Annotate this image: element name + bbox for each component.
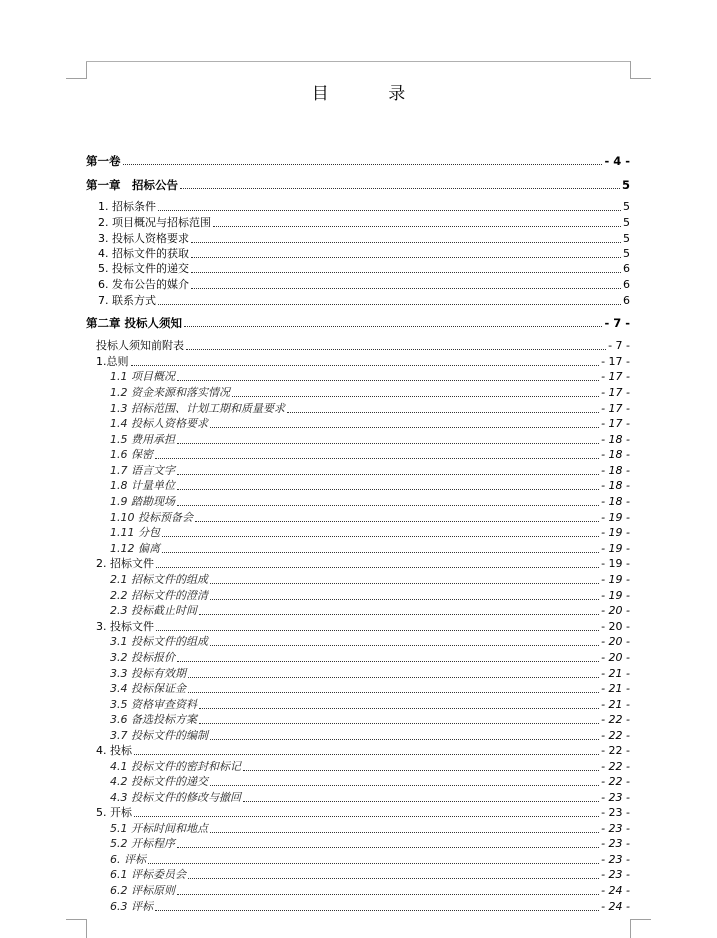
toc-entry[interactable] xyxy=(110,665,630,681)
toc-entry[interactable] xyxy=(86,152,630,168)
toc-entry[interactable] xyxy=(110,493,630,509)
toc-page-number: 5 xyxy=(623,247,630,260)
toc-page-number: - 17 - xyxy=(601,370,630,383)
toc-entry[interactable] xyxy=(110,477,630,493)
toc-dot-leader xyxy=(177,894,599,895)
toc-entry[interactable] xyxy=(110,649,630,665)
toc-entry[interactable] xyxy=(110,384,630,400)
toc-entry[interactable] xyxy=(110,400,630,416)
toc-page-number: - 7 - xyxy=(608,339,630,352)
toc-entry-title: 3.2 投标报价 xyxy=(110,651,175,664)
toc-dot-leader xyxy=(131,365,600,366)
toc-dot-leader xyxy=(210,599,599,600)
toc-entry-title: 3.1 投标文件的组成 xyxy=(110,635,208,648)
toc-entry-title: 5.2 开标程序 xyxy=(110,837,175,850)
toc-entry-title: 4. 投标 xyxy=(96,744,132,757)
toc-entry-title: 1.总则 xyxy=(96,355,129,368)
toc-dot-leader xyxy=(191,288,621,289)
toc-page-number: - 20 - xyxy=(601,604,630,617)
toc-page-number: - 22 - xyxy=(601,744,630,757)
toc-dot-leader xyxy=(156,630,599,631)
toc-dot-leader xyxy=(243,801,599,802)
toc-page-number: - 19 - xyxy=(601,589,630,602)
toc-page-number: - 22 - xyxy=(601,760,630,773)
toc-entry-title: 2.3 投标截止时间 xyxy=(110,604,197,617)
toc-page-number: - 23 - xyxy=(601,791,630,804)
toc-entry-title: 投标人须知前附表 xyxy=(96,339,184,352)
toc-page-number: - 18 - xyxy=(601,464,630,477)
toc-entry-title: 5. 投标文件的递交 xyxy=(98,262,189,275)
toc-entry[interactable] xyxy=(96,804,630,820)
toc-entry-title: 1.5 费用承担 xyxy=(110,433,175,446)
toc-entry[interactable] xyxy=(110,758,630,774)
toc-page-number: - 23 - xyxy=(601,837,630,850)
toc-dot-leader xyxy=(177,380,599,381)
toc-dot-leader xyxy=(177,489,599,490)
toc-entry[interactable] xyxy=(98,230,630,246)
toc-dot-leader xyxy=(155,910,599,911)
toc-dot-leader xyxy=(162,536,599,537)
toc-entry-title: 4.1 投标文件的密封和标记 xyxy=(110,760,241,773)
toc-entry-title: 3.6 备选投标方案 xyxy=(110,713,197,726)
toc-page-number: - 17 - xyxy=(601,386,630,399)
toc-entry-title: 1.8 计量单位 xyxy=(110,479,175,492)
toc-page-number: 5 xyxy=(621,178,630,192)
toc-dot-leader xyxy=(195,521,599,522)
toc-entry[interactable] xyxy=(98,292,630,308)
page-title: 目 录 xyxy=(311,84,433,104)
toc-page-number: - 21 - xyxy=(601,667,630,680)
toc-entry[interactable] xyxy=(98,214,630,230)
toc-entry-title: 1.6 保密 xyxy=(110,448,153,461)
toc-entry[interactable] xyxy=(110,571,630,587)
toc-entry-title: 3.3 投标有效期 xyxy=(110,667,186,680)
toc-dot-leader xyxy=(186,349,606,350)
toc-entry-title: 6.1 评标委员会 xyxy=(110,868,186,881)
toc-dot-leader xyxy=(199,708,599,709)
toc-page-number: 5 xyxy=(623,232,630,245)
toc-entry-title: 6.2 评标原则 xyxy=(110,884,175,897)
toc-page-number: 5 xyxy=(623,216,630,229)
toc-dot-leader xyxy=(210,739,599,740)
toc-entry-title: 第一卷 xyxy=(86,154,121,168)
toc-entry[interactable] xyxy=(110,835,630,851)
toc-entry[interactable] xyxy=(110,820,630,836)
toc-dot-leader xyxy=(177,474,599,475)
toc-entry[interactable] xyxy=(86,314,630,330)
toc-entry[interactable] xyxy=(110,446,630,462)
toc-entry[interactable] xyxy=(110,524,630,540)
toc-entry-title: 3. 投标人资格要求 xyxy=(98,232,189,245)
toc-dot-leader xyxy=(156,567,599,568)
toc-entry-title: 4. 招标文件的获取 xyxy=(98,247,189,260)
toc-entry[interactable] xyxy=(110,602,630,618)
toc-dot-leader xyxy=(243,770,599,771)
toc-entry[interactable] xyxy=(98,198,630,214)
toc-entry-title: 3.7 投标文件的编制 xyxy=(110,729,208,742)
toc-dot-leader xyxy=(162,552,599,553)
toc-entry-title: 2.2 招标文件的澄清 xyxy=(110,589,208,602)
toc-entry-title: 2. 招标文件 xyxy=(96,557,154,570)
toc-entry[interactable] xyxy=(96,618,630,634)
toc-dot-leader xyxy=(210,645,599,646)
toc-dot-leader xyxy=(191,242,621,243)
toc-dot-leader xyxy=(184,326,602,327)
toc-entry-title: 1.1 项目概况 xyxy=(110,370,175,383)
toc-page-number: - 23 - xyxy=(601,853,630,866)
toc-page-number: - 23 - xyxy=(601,806,630,819)
toc-dot-leader xyxy=(148,863,599,864)
toc-entry[interactable] xyxy=(110,898,630,914)
toc-entry[interactable] xyxy=(96,337,630,353)
toc-entry-title: 1.10 投标预备会 xyxy=(110,511,193,524)
toc-page-number: - 24 - xyxy=(601,900,630,913)
toc-entry[interactable] xyxy=(110,368,630,384)
toc-entry-title: 7. 联系方式 xyxy=(98,294,156,307)
toc-page-number: - 17 - xyxy=(601,402,630,415)
toc-dot-leader xyxy=(199,723,599,724)
toc-entry[interactable] xyxy=(110,680,630,696)
toc-dot-leader xyxy=(213,226,621,227)
toc-dot-leader xyxy=(188,878,599,879)
toc-dot-leader xyxy=(180,188,620,189)
toc-page-number: - 19 - xyxy=(601,542,630,555)
toc-entry-title: 4.2 投标文件的递交 xyxy=(110,775,208,788)
toc-page-number: - 19 - xyxy=(601,573,630,586)
toc-dot-leader xyxy=(188,692,599,693)
toc-page-number: 6 xyxy=(623,262,630,275)
toc-page-number: 6 xyxy=(623,278,630,291)
toc-dot-leader xyxy=(188,677,599,678)
toc-entry[interactable] xyxy=(98,276,630,292)
toc-page-number: - 19 - xyxy=(601,511,630,524)
toc-page-number: - 19 - xyxy=(601,557,630,570)
toc-dot-leader xyxy=(158,304,621,305)
toc-entry[interactable] xyxy=(110,789,630,805)
toc-dot-leader xyxy=(177,661,599,662)
toc-entry[interactable] xyxy=(96,742,630,758)
toc-entry[interactable] xyxy=(110,866,630,882)
toc-dot-leader xyxy=(210,832,599,833)
toc-dot-leader xyxy=(210,427,599,428)
toc-entry-title: 第二章 投标人须知 xyxy=(86,316,183,330)
toc-entry-title: 1.7 语言文字 xyxy=(110,464,175,477)
toc-entry-title: 5.1 开标时间和地点 xyxy=(110,822,208,835)
toc-entry-title: 5. 开标 xyxy=(96,806,132,819)
toc-entry-title: 4.3 投标文件的修改与撤回 xyxy=(110,791,241,804)
toc-entry-title: 3.5 资格审查资料 xyxy=(110,698,197,711)
toc-dot-leader xyxy=(210,583,599,584)
toc-page-number: - 22 - xyxy=(601,775,630,788)
toc-entry[interactable] xyxy=(110,431,630,447)
toc-dot-leader xyxy=(155,458,599,459)
toc-entry-title: 6.3 评标 xyxy=(110,900,153,913)
toc-page-number: - 21 - xyxy=(601,698,630,711)
toc-dot-leader xyxy=(232,396,599,397)
toc-entry[interactable] xyxy=(110,711,630,727)
toc-entry-title: 1.2 资金来源和落实情况 xyxy=(110,386,230,399)
toc-page-number: - 22 - xyxy=(601,713,630,726)
toc-entry[interactable] xyxy=(96,555,630,571)
toc-dot-leader xyxy=(199,614,599,615)
toc-page-number: - 20 - xyxy=(601,620,630,633)
toc-entry-title: 6. 评标 xyxy=(110,853,146,866)
toc-entry[interactable] xyxy=(110,415,630,431)
toc-entry-title: 1.9 踏勘现场 xyxy=(110,495,175,508)
toc-page-number: - 23 - xyxy=(601,822,630,835)
toc-entry-title: 1.4 投标人资格要求 xyxy=(110,417,208,430)
toc-entry[interactable] xyxy=(110,696,630,712)
toc-page-number: - 20 - xyxy=(601,651,630,664)
toc-entry-title: 2. 项目概况与招标范围 xyxy=(98,216,211,229)
toc-page-number: - 4 - xyxy=(604,154,630,168)
toc-page-number: - 20 - xyxy=(601,635,630,648)
toc-entry[interactable] xyxy=(110,462,630,478)
toc-entry[interactable] xyxy=(110,727,630,743)
toc-entry-title: 6. 发布公告的媒介 xyxy=(98,278,189,291)
toc-dot-leader xyxy=(177,443,599,444)
toc-page-number: - 21 - xyxy=(601,682,630,695)
toc-dot-leader xyxy=(191,272,621,273)
toc-page-number: - 17 - xyxy=(601,417,630,430)
toc-entry-title: 1.12 偏离 xyxy=(110,542,160,555)
toc-entry[interactable] xyxy=(96,353,630,369)
toc-dot-leader xyxy=(134,816,599,817)
toc-entry[interactable] xyxy=(110,882,630,898)
toc-page-number: - 23 - xyxy=(601,868,630,881)
toc-entry-title: 1. 招标条件 xyxy=(98,200,156,213)
toc-page-number: - 18 - xyxy=(601,495,630,508)
toc-dot-leader xyxy=(191,257,621,258)
toc-entry-title: 第一章 招标公告 xyxy=(86,178,178,192)
toc-entry[interactable] xyxy=(110,851,630,867)
toc-page-number: - 18 - xyxy=(601,433,630,446)
toc-page-number: - 17 - xyxy=(601,355,630,368)
toc-dot-leader xyxy=(287,412,599,413)
toc-entry-title: 1.3 招标范围、计划工期和质量要求 xyxy=(110,402,285,415)
toc-page-number: 6 xyxy=(623,294,630,307)
toc-entry[interactable] xyxy=(110,587,630,603)
toc-entry[interactable] xyxy=(110,509,630,525)
toc-entry[interactable] xyxy=(110,773,630,789)
toc-page-number: - 22 - xyxy=(601,729,630,742)
toc-page-number: - 18 - xyxy=(601,448,630,461)
toc-dot-leader xyxy=(177,505,599,506)
toc-page-number: - 24 - xyxy=(601,884,630,897)
toc-entry-title: 3. 投标文件 xyxy=(96,620,154,633)
toc-page-number: 5 xyxy=(623,200,630,213)
toc-page-number: - 18 - xyxy=(601,479,630,492)
toc-dot-leader xyxy=(134,754,599,755)
toc-entry-title: 3.4 投标保证金 xyxy=(110,682,186,695)
toc-dot-leader xyxy=(177,847,599,848)
toc-entry[interactable] xyxy=(86,176,630,192)
toc-entry[interactable] xyxy=(98,260,630,276)
toc-entry[interactable] xyxy=(110,540,630,556)
toc-dot-leader xyxy=(123,164,603,165)
toc-dot-leader xyxy=(210,785,599,786)
toc-dot-leader xyxy=(158,210,621,211)
toc-page-number: - 7 - xyxy=(604,316,630,330)
toc-entry-title: 1.11 分包 xyxy=(110,526,160,539)
toc-entry[interactable] xyxy=(110,633,630,649)
toc-entry-title: 2.1 招标文件的组成 xyxy=(110,573,208,586)
toc-entry[interactable] xyxy=(98,245,630,261)
toc-page-number: - 19 - xyxy=(601,526,630,539)
